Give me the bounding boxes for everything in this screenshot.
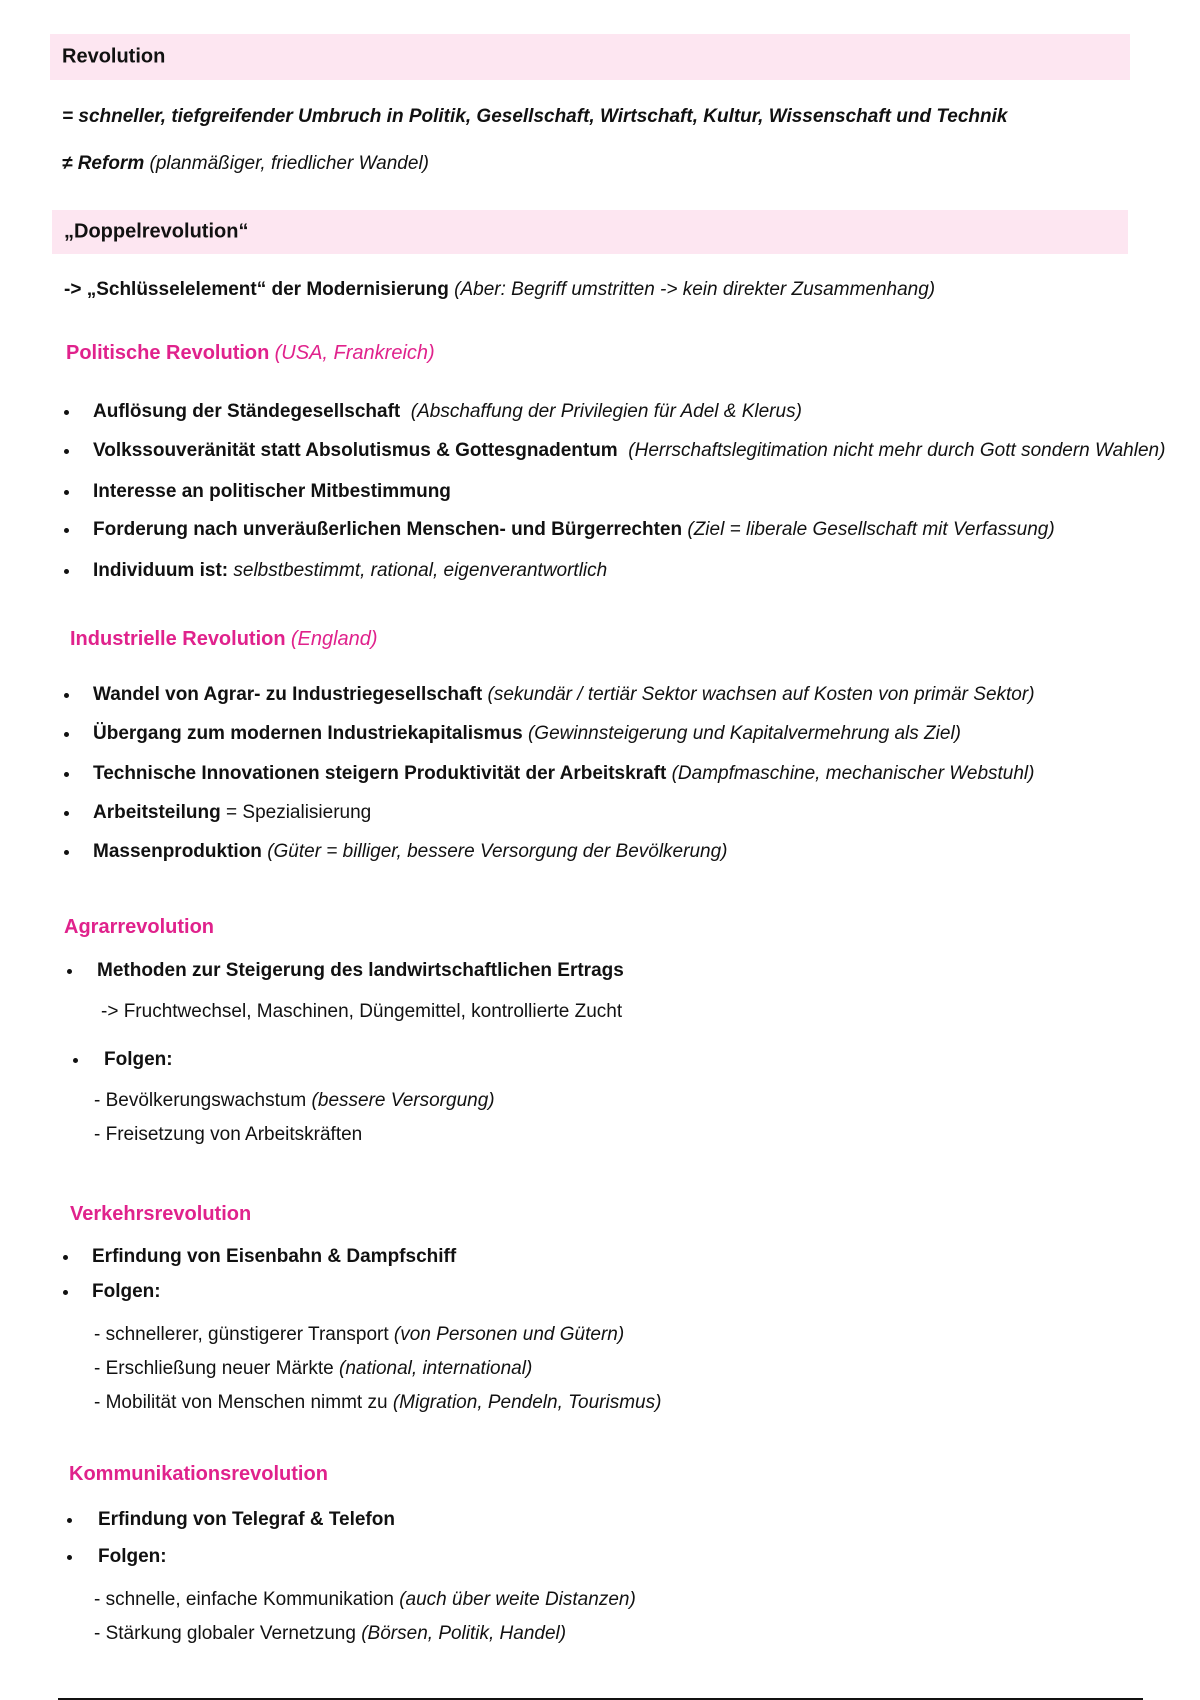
list-item — [93, 684, 1035, 706]
list-item — [93, 401, 802, 423]
bullet — [64, 490, 69, 495]
folgen-line — [94, 1623, 566, 1645]
industriell-title: Industrielle Revolution — [70, 628, 286, 650]
agrar-item-1: Methoden zur Steigerung des landwirtschaftlichen Ertrags — [97, 960, 624, 981]
folgen-plain: - schnellerer, günstigerer Transport — [94, 1324, 389, 1345]
doppel-heading: „Doppelrevolution“ — [64, 220, 249, 243]
item-bold: Individuum ist: — [93, 560, 229, 581]
bullet — [64, 528, 69, 533]
folgen-note: (von Personen und Gütern) — [393, 1324, 625, 1345]
folgen-note: (Migration, Pendeln, Tourismus) — [392, 1392, 662, 1413]
folgen-line — [94, 1392, 661, 1414]
folgen-line — [94, 1589, 636, 1611]
folgen-plain: - Stärkung globaler Vernetzung — [94, 1623, 356, 1644]
item-plain: = Spezialisierung — [226, 802, 372, 823]
folgen-plain: - Mobilität von Menschen nimmt zu — [94, 1392, 388, 1413]
folgen-line — [94, 1124, 362, 1146]
bullet — [64, 850, 69, 855]
contrast-note: (planmäßiger, friedlicher Wandel) — [149, 153, 429, 174]
list-item — [93, 802, 371, 824]
folgen-plain: - Bevölkerungswachstum — [94, 1090, 307, 1111]
item-bold: Auflösung der Ständegesellschaft — [93, 401, 401, 422]
industriell-subtitle: (England) — [290, 628, 378, 650]
item-note: (sekundär / tertiär Sektor wachsen auf Kosten von primär Sektor) — [487, 684, 1035, 705]
bullet — [67, 1518, 72, 1523]
revolution-heading: Revolution — [62, 45, 166, 68]
folgen-plain: - Freisetzung von Arbeitskräften — [94, 1124, 363, 1145]
folgen-note: (national, international) — [339, 1358, 533, 1379]
doppel-heading-band — [52, 210, 1128, 254]
agrar-item-2: Folgen: — [104, 1049, 173, 1070]
kommunikation-title: Kommunikationsrevolution — [69, 1463, 328, 1485]
item-note: (Güter = billiger, bessere Versorgung der Bevölkerung) — [267, 841, 728, 862]
folgen-note: (auch über weite Distanzen) — [399, 1589, 636, 1610]
item-note: (Herrschaftslegitimation nicht mehr durch Gott sondern Wahlen) — [628, 440, 1166, 461]
item-note: (Abschaffung der Privilegien für Adel & Klerus) — [410, 401, 802, 422]
bullet — [63, 1255, 68, 1260]
bullet — [64, 772, 69, 777]
list-item — [93, 723, 961, 745]
folgen-note: (Börsen, Politik, Handel) — [361, 1623, 567, 1644]
item-note: (Ziel = liberale Gesellschaft mit Verfassung) — [687, 519, 1055, 540]
agrar-item-1-sub: -> Fruchtwechsel, Maschinen, Düngemittel, kontrollierte Zucht — [101, 1001, 623, 1022]
politisch-subtitle: (USA, Frankreich) — [274, 342, 435, 364]
item-bold: Arbeitsteilung — [93, 802, 221, 823]
list-item — [93, 519, 1055, 541]
verkehr-item-1: Erfindung von Eisenbahn & Dampfschiff — [92, 1246, 457, 1267]
item-note: selbstbestimmt, rational, eigenverantwortlich — [233, 560, 608, 581]
verkehr-item-2: Folgen: — [92, 1281, 161, 1302]
folgen-line — [94, 1090, 495, 1112]
folgen-plain: - schnelle, einfache Kommunikation — [94, 1589, 394, 1610]
bullet — [73, 1058, 78, 1063]
item-bold: Technische Innovationen steigern Produktivität der Arbeitskraft — [93, 763, 667, 784]
agrar-title: Agrarrevolution — [64, 916, 215, 938]
item-bold: Massenproduktion — [93, 841, 262, 862]
item-bold: Volkssouveränität statt Absolutismus & Gottesgnadentum — [93, 440, 618, 461]
item-note: (Gewinnsteigerung und Kapitalvermehrung als Ziel) — [527, 723, 961, 744]
bullet — [64, 732, 69, 737]
doppel-key-line — [64, 279, 935, 301]
revolution-heading-band — [50, 34, 1130, 80]
revolution-contrast — [62, 153, 429, 175]
list-item — [93, 560, 607, 582]
folgen-line — [94, 1358, 532, 1380]
list-item — [93, 763, 1034, 785]
bullet — [67, 969, 72, 974]
bullet — [64, 811, 69, 816]
doppel-key-note: (Aber: Begriff umstritten -> kein direkter Zusammenhang) — [454, 279, 936, 300]
bullet — [64, 449, 69, 454]
verkehr-title: Verkehrsrevolution — [70, 1203, 252, 1225]
bullet — [63, 1290, 68, 1295]
item-bold: Wandel von Agrar- zu Industriegesellschaft — [93, 684, 483, 705]
folgen-line — [94, 1324, 624, 1346]
folgen-note: (bessere Versorgung) — [311, 1090, 495, 1111]
contrast-bold: ≠ Reform — [62, 153, 145, 174]
industriell-title-line — [70, 628, 378, 651]
folgen-plain: - Erschließung neuer Märkte — [94, 1358, 334, 1379]
list-item — [93, 440, 1165, 462]
item-bold: Übergang zum modernen Industriekapitalismus — [93, 723, 523, 744]
kommunikation-item-1: Erfindung von Telegraf & Telefon — [98, 1509, 395, 1530]
item-bold: Interesse an politischer Mitbestimmung — [93, 481, 451, 502]
bullet — [67, 1555, 72, 1560]
list-item — [93, 841, 727, 863]
bullet — [64, 410, 69, 415]
bullet — [64, 693, 69, 698]
item-note: (Dampfmaschine, mechanischer Webstuhl) — [671, 763, 1035, 784]
doppel-key-bold: -> „Schlüsselelement“ der Modernisierung — [64, 279, 449, 300]
politisch-title: Politische Revolution — [66, 342, 270, 364]
revolution-definition: = schneller, tiefgreifender Umbruch in Politik, Gesellschaft, Wirtschaft, Kultur, Wissenschaft und Technik — [62, 106, 1008, 127]
list-item — [93, 481, 451, 503]
politisch-title-line — [66, 342, 435, 365]
bullet — [64, 569, 69, 574]
kommunikation-item-2: Folgen: — [98, 1546, 167, 1567]
item-bold: Forderung nach unveräußerlichen Menschen- und Bürgerrechten — [93, 519, 683, 540]
